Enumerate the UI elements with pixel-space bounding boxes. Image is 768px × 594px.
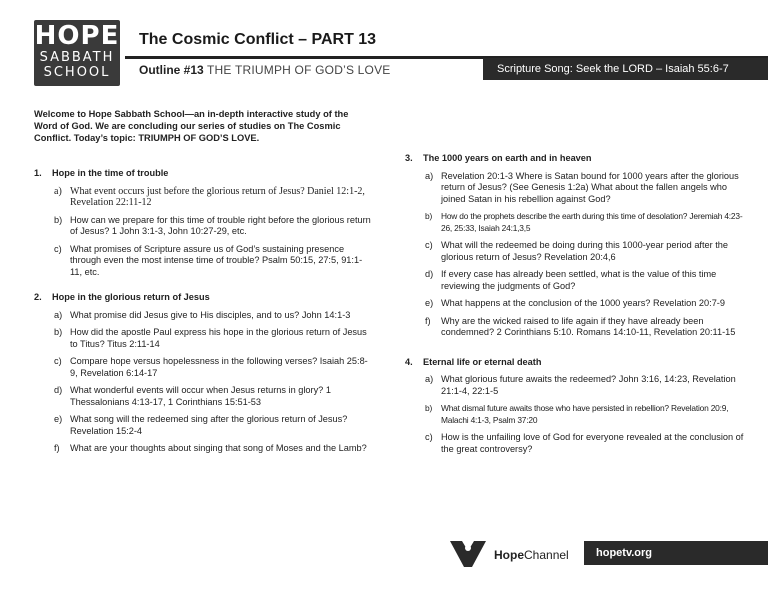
section-heading <box>34 292 374 304</box>
section-title: The 1000 years on earth and in heaven <box>423 153 592 163</box>
question-item <box>405 432 745 455</box>
section-number: 3. <box>405 153 413 163</box>
question-item <box>34 356 374 379</box>
question-item <box>405 298 745 310</box>
question-item <box>34 215 374 238</box>
section-number: 1. <box>34 168 42 178</box>
right-column <box>405 153 745 461</box>
question-letter: c) <box>425 432 433 442</box>
question-letter: c) <box>54 243 62 254</box>
question-text: What event occurs just before the glorious return of Jesus? Daniel 12:1-2, Revelation 22:11-12 <box>70 185 365 208</box>
question-text: Revelation 20:1-3 Where is Satan bound for 1000 years after the glorious return of Jesus? (See Genesis 1:2a) What about the fallen angels who joined Satan in his rebellion against God? <box>441 170 739 204</box>
question-item <box>34 327 374 350</box>
question-item <box>34 310 374 322</box>
question-item <box>34 414 374 437</box>
outline-subtitle: THE TRIUMPH OF GOD’S LOVE <box>207 63 391 77</box>
question-letter: a) <box>54 309 63 320</box>
brand-bold: Hope <box>494 548 524 562</box>
section-number: 2. <box>34 292 42 302</box>
logo-line-sabbath: SABBATH <box>39 50 115 65</box>
logo-line-hope: HOPE <box>34 21 120 51</box>
question-text: What happens at the conclusion of the 1000 years? Revelation 20:7-9 <box>441 298 725 308</box>
section-number: 4. <box>405 356 413 367</box>
question-item <box>405 211 745 234</box>
question-text: What glorious future awaits the redeemed? John 3:16, 14:23, Revelation 21:1-4, 22:1-5 <box>441 374 736 396</box>
question-letter: a) <box>425 170 434 181</box>
question-text: If every case has already been settled, what is the value of this time reviewing the judgments of God? <box>441 269 717 291</box>
section-1 <box>34 168 374 278</box>
section-title: Hope in the time of trouble <box>52 168 169 178</box>
section-heading <box>34 168 374 180</box>
question-letter: e) <box>425 298 434 308</box>
intro-paragraph: Welcome to Hope Sabbath School—an in-depth interactive study of the Word of God. We are concluding our series of studies on The Cosmic Conflict. Today’s topic: TRIUMPH OF GOD’S LOVE. <box>34 109 349 143</box>
question-text: What song will the redeemed sing after the glorious return of Jesus? Revelation 15:2-4 <box>70 414 348 436</box>
question-text: What dismal future awaits those who have persisted in rebellion? Revelation 20:9, Malachi 4:1-3, Psalm 37:20 <box>441 403 729 425</box>
question-letter: a) <box>54 185 62 197</box>
question-text: How do the prophets describe the earth during this time of desolation? Jeremiah 4:23-26, 25:33, Isaiah 24:1,3,5 <box>441 211 743 233</box>
section-title: Eternal life or eternal death <box>423 356 542 367</box>
outline-label: Outline #13 <box>139 63 204 77</box>
page-title: The Cosmic Conflict – PART 13 <box>139 31 377 48</box>
question-letter: f) <box>425 315 431 326</box>
question-text: How is the unfailing love of God for everyone revealed at the conclusion of the great controversy? <box>441 432 744 454</box>
section-3 <box>405 153 745 339</box>
question-text: What are your thoughts about singing that song of Moses and the Lamb? <box>70 443 367 453</box>
question-text: What will the redeemed be doing during this 1000-year period after the glorious return of Jesus? Revelation 20:4,6 <box>441 240 729 262</box>
hope-channel-logo-icon <box>448 539 488 569</box>
question-letter: b) <box>54 327 63 337</box>
question-text: How did the apostle Paul express his hope in the glorious return of Jesus to Titus? Titus 2:11-14 <box>70 327 367 349</box>
question-text: Compare hope versus hopelessness in the following verses? Isaiah 25:8-9, Revelation 6:14-17 <box>70 356 368 378</box>
question-item <box>34 244 374 279</box>
question-item <box>405 269 745 292</box>
section-heading <box>405 153 745 165</box>
hope-sabbath-school-logo <box>34 20 120 86</box>
question-text: What promise did Jesus give to His disciples, and to us? John 14:1-3 <box>70 309 351 320</box>
question-item <box>405 171 745 206</box>
question-letter: a) <box>425 374 434 384</box>
brand-light: Channel <box>524 548 569 562</box>
question-letter: c) <box>425 240 433 250</box>
question-letter: e) <box>54 414 63 424</box>
question-letter: d) <box>54 385 63 395</box>
question-letter: b) <box>425 211 433 221</box>
question-text: What wonderful events will occur when Jesus returns in glory? 1 Thessalonians 4:13-17, 1 Corinthians 15:51-53 <box>70 385 331 407</box>
question-letter: d) <box>425 269 434 279</box>
question-item <box>34 443 374 455</box>
question-letter: f) <box>54 443 60 453</box>
question-text: How can we prepare for this time of trouble right before the glorious return of Jesus? 1 John 3:1-3, John 10:27-29, etc. <box>70 214 371 236</box>
section-2 <box>34 292 374 455</box>
left-column <box>34 168 374 461</box>
hope-channel-brand <box>494 548 569 562</box>
logo-line-school: SCHOOL <box>43 65 111 80</box>
section-title: Hope in the glorious return of Jesus <box>52 292 210 302</box>
section-4 <box>405 357 745 456</box>
website-url[interactable]: hopetv.org <box>584 541 768 565</box>
question-text: What promises of Scripture assure us of God’s sustaining presence through even the most intense time of trouble? Psalm 50:15, 27:5, 91:1-11, etc. <box>70 243 363 277</box>
question-letter: b) <box>54 214 63 225</box>
question-letter: b) <box>425 403 433 413</box>
question-item <box>405 316 745 339</box>
question-item <box>34 186 374 209</box>
question-item <box>405 374 745 397</box>
question-text: Why are the wicked raised to life again if they have already been condemned? 2 Corinthians 5:10. Romans 14:10-11, Revelation 20:11-15 <box>441 315 736 337</box>
question-letter: c) <box>54 356 62 366</box>
question-item <box>405 240 745 263</box>
scripture-song-banner: Scripture Song: Seek the LORD – Isaiah 55:6-7 <box>483 58 768 80</box>
section-heading <box>405 357 745 369</box>
question-item <box>34 385 374 408</box>
question-item <box>405 403 745 426</box>
outline-line <box>139 63 391 77</box>
